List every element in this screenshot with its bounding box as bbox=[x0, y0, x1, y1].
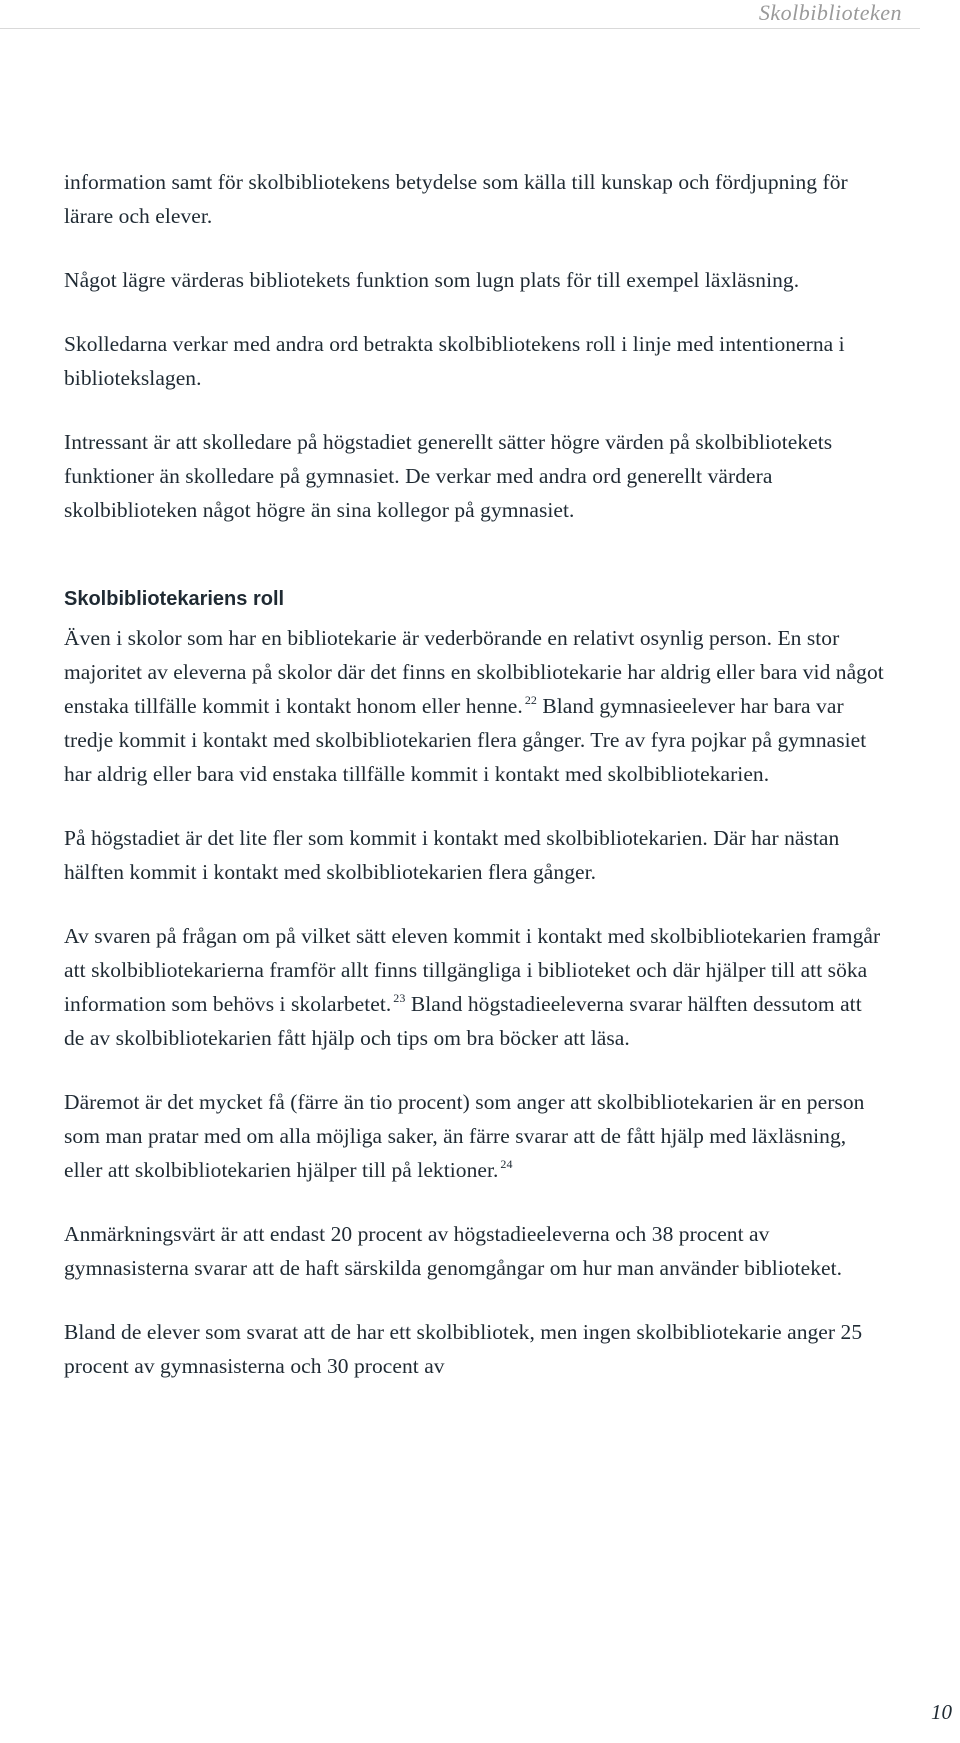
paragraph-intro-2: Något lägre värderas bibliotekets funktion som lugn plats för till exempel läxläsning. bbox=[64, 268, 800, 292]
paragraph-role-6: Bland de elever som svarat att de har ett skolbibliotek, men ingen skolbibliotekarie anger 25 procent av gymnasisterna och 30 procent av bbox=[64, 1320, 863, 1378]
footnote-ref-24: 24 bbox=[500, 1157, 513, 1171]
paragraph-role-1-text-a: Även i skolor som har en bibliotekarie är vederbörande en relativt osynlig person. En stor majoritet av eleverna på skolor där det finns en skolbibliotekarie har aldrig eller bara vid något enstaka tillfälle kommit i kontakt honom eller henne. bbox=[64, 626, 884, 718]
paragraph-intro-3: Skolledarna verkar med andra ord betrakta skolbibliotekens roll i linje med intentionerna i bibliotekslagen. bbox=[64, 332, 845, 390]
paragraph-role-2: På högstadiet är det lite fler som kommit i kontakt med skolbibliotekarien. Där har nästan hälften kommit i kontakt med skolbibliotekarien flera gånger. bbox=[64, 826, 840, 884]
paragraph-intro-4: Intressant är att skolledare på högstadiet generellt sätter högre värden på skolbibliotekets funktioner än skolledare på gymnasiet. De verkar med andra ord generellt värdera skolbiblioteken något högre än sina kollegor på gymnasiet. bbox=[64, 430, 833, 522]
footnote-ref-22: 22 bbox=[524, 693, 537, 707]
paragraph-role-4 bbox=[64, 1085, 884, 1187]
paragraph-role-3-text-a: Av svaren på frågan om på vilket sätt eleven kommit i kontakt med skolbibliotekarien framgår att skolbibliotekarierna framför allt finns tillgängliga i biblioteket och där hjälper till att söka information som behövs i skolarbetet. bbox=[64, 924, 881, 1016]
paragraph-role-3 bbox=[64, 919, 884, 1055]
paragraph-role-4-text-a: Däremot är det mycket få (färre än tio procent) som anger att skolbibliotekarien är en person som man pratar med om alla möjliga saker, än färre svarar att de fått hjälp med läxläsning, eller att skolbibliotekarien hjälper till på lektioner. bbox=[64, 1090, 865, 1182]
page-number: 10 bbox=[931, 1700, 952, 1724]
paragraph-role-1 bbox=[64, 621, 884, 791]
running-header-title: Skolbiblioteken bbox=[758, 0, 902, 25]
paragraph-role-5: Anmärkningsvärt är att endast 20 procent av högstadieeleverna och 38 procent av gymnasisterna svarar att de haft särskilda genomgångar om hur man använder biblioteket. bbox=[64, 1222, 843, 1280]
running-header bbox=[0, 0, 920, 29]
paragraph-intro-1: information samt för skolbibliotekens betydelse som källa till kunskap och fördjupning för lärare och elever. bbox=[64, 170, 848, 228]
section-heading: Skolbibliotekariens roll bbox=[64, 588, 285, 610]
footnote-ref-23: 23 bbox=[393, 991, 406, 1005]
paragraph-role-1-text-b: Bland gymnasieelever har bara var tredje kommit i kontakt med skolbibliotekarien flera gånger. Tre av fyra pojkar på gymnasiet har aldrig eller bara vid enstaka tillfälle kommit i kontakt med skolbibliotekarien. bbox=[64, 694, 867, 786]
paragraph-role-3-text-b: Bland högstadieeleverna svarar hälften dessutom att de av skolbibliotekarien fått hjälp och tips om bra böcker att läsa. bbox=[64, 992, 862, 1050]
page-body bbox=[64, 165, 884, 1413]
